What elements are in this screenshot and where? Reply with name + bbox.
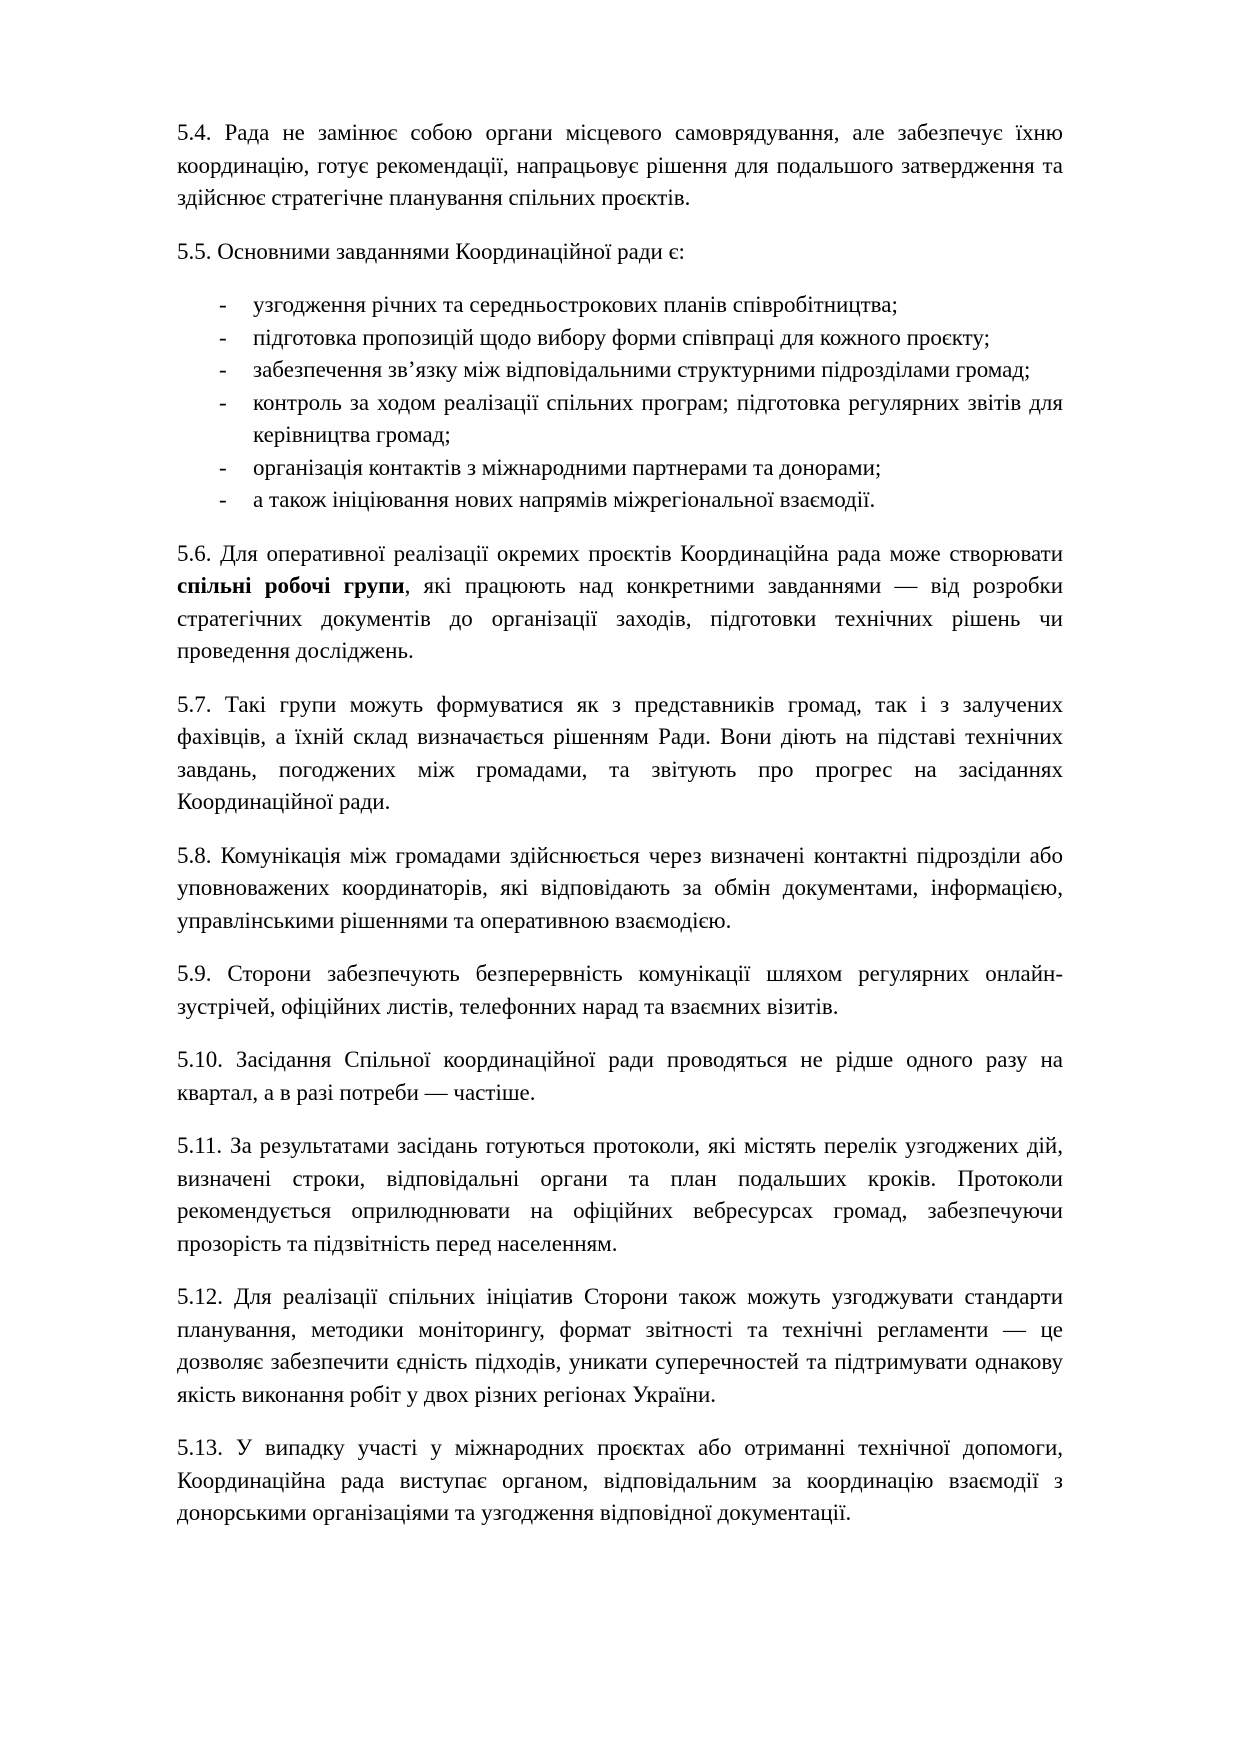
list-item [177, 484, 1063, 517]
paragraph-5-12: 5.12. Для реалізації спільних ініціатив Сторони також можуть узгоджувати стандарти планування, методики моніторингу, формат звітності та технічні регламенти — це дозволяє забезпечити єдність підходів, уникати суперечностей та підтримувати однакову якість виконання робіт у двох різних регіонах України. [177, 1284, 1063, 1407]
document-page [177, 117, 1063, 1551]
paragraph-5-10: 5.10. Засідання Спільної координаційної ради проводяться не рідше одного разу на квартал, а в разі потреби — частіше. [177, 1047, 1063, 1105]
list-item [177, 322, 1063, 355]
bullet-dash: - [219, 454, 227, 480]
paragraph-5-5: 5.5. Основними завданнями Координаційної ради є: [177, 238, 685, 264]
list-item [177, 452, 1063, 485]
list-item [177, 354, 1063, 387]
paragraph-5-7: 5.7. Такі групи можуть формуватися як з представників громад, так і з залучених фахівців, а їхній склад визначається рішенням Ради. Вони діють на підставі технічних завдань, погоджених між громадами, та звітують про прогрес на засіданнях Координаційної ради. [177, 691, 1063, 814]
list-item [177, 387, 1063, 452]
paragraph-5-6 [177, 538, 1063, 668]
paragraph-5-13: 5.13. У випадку участі у міжнародних проєктах або отриманні технічної допомоги, Координаційна рада виступає органом, відповідальним за координацію взаємодії з донорськими організаціями та узгодження відповідної документації. [177, 1435, 1063, 1525]
paragraph-5-6-prefix: 5.6. Для оперативної реалізації окремих проєктів Координаційна рада може створювати [177, 540, 1063, 566]
bullet-dash: - [219, 292, 227, 317]
list-item [177, 289, 1063, 322]
bullet-dash: - [219, 487, 227, 512]
list-item-text: а також ініціювання нових напрямів міжрегіональної взаємодії. [253, 487, 876, 512]
list-item-text: узгодження річних та середньострокових планів співробітництва; [253, 292, 898, 317]
list-item-text: підготовка пропозицій щодо вибору форми співпраці для кожного проєкту; [253, 324, 990, 350]
list-item-text: забезпечення зв’язку між відповідальними структурними підрозділами громад; [253, 357, 1031, 382]
paragraph-5-8: 5.8. Комунікація між громадами здійснюється через визначені контактні підрозділи або уповноважених координаторів, які відповідають за обмін документами, інформацією, управлінськими рішеннями та оперативною взаємодією. [177, 842, 1063, 933]
bullet-dash: - [219, 357, 227, 382]
bullet-dash: - [219, 324, 227, 350]
tasks-list [177, 289, 1063, 517]
bullet-dash: - [219, 389, 227, 415]
paragraph-5-6-suffix: , які працюють над конкретними завданнями — від розробки стратегічних документів до організації заходів, підготовки технічних рішень чи проведення досліджень. [177, 573, 1064, 663]
list-item-text: контроль за ходом реалізації спільних програм; підготовка регулярних звітів для керівництва громад; [253, 389, 1063, 447]
working-groups-term: спільні робочі групи [177, 573, 405, 598]
paragraph-5-9: 5.9. Сторони забезпечують безперервність комунікації шляхом регулярних онлайн-зустрічей, офіційних листів, телефонних нарад та взаємних візитів. [177, 961, 1063, 1019]
paragraph-5-4: 5.4. Рада не замінює собою органи місцевого самоврядування, але забезпечує їхню координацію, готує рекомендації, напрацьовує рішення для подальшого затвердження та здійснює стратегічне планування спільних проєктів. [177, 120, 1063, 210]
paragraph-5-11: 5.11. За результатами засідань готуються протоколи, які містять перелік узгоджених дій, визначені строки, відповідальні органи та план подальших кроків. Протоколи рекомендується оприлюднювати на офіційних вебресурсах громад, забезпечуючи прозорість та підзвітність перед населенням. [177, 1133, 1063, 1256]
list-item-text: організація контактів з міжнародними партнерами та донорами; [253, 454, 882, 480]
